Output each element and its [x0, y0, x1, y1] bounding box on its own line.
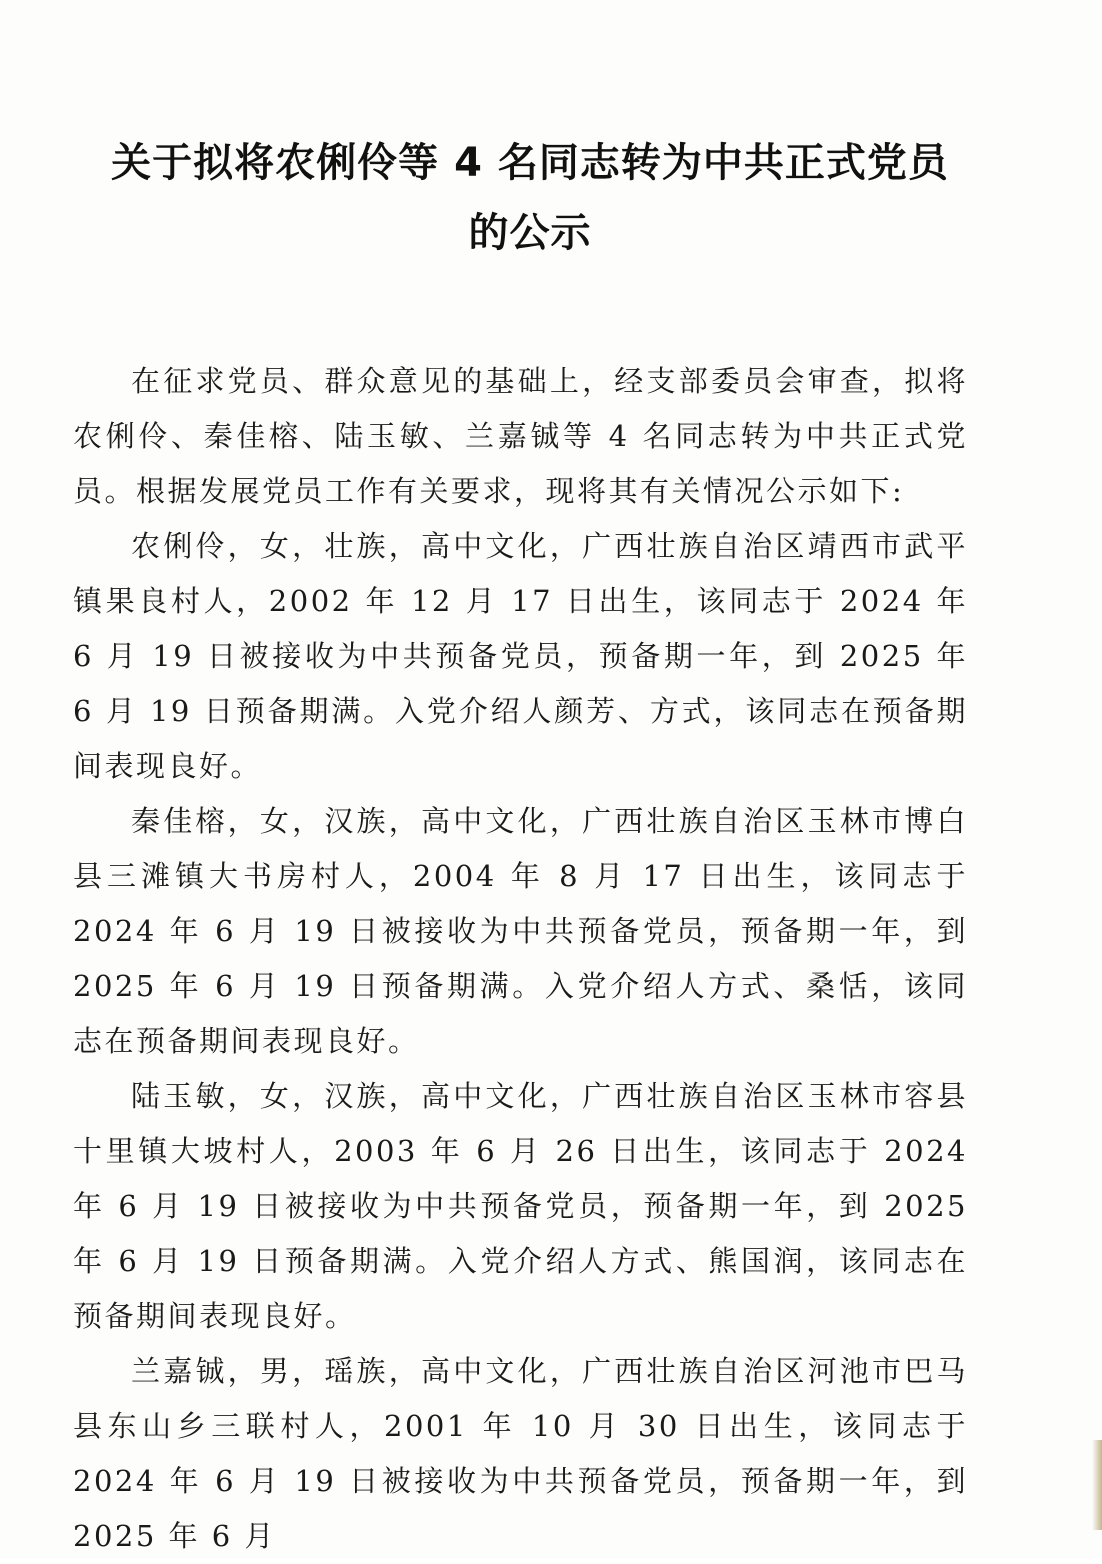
- candidate-paragraph-lan: 兰嘉铖，男，瑶族，高中文化，广西壮族自治区河池市巴马县东山乡三联村人，2001 年 10 月 30 日出生，该同志于 2024 年 6 月 19 日被接收为中共预备党员，预备期一年，到 2025 年 6 月: [73, 1354, 968, 1553]
- candidate-paragraph-lu: 陆玉敏，女，汉族，高中文化，广西壮族自治区玉林市容县十里镇大坡村人，2003 年 6 月 26 日出生，该同志于 2024 年 6 月 19 日被接收为中共预备党员，预备期一年，到 2025 年 6 月 19 日预备期满。入党介绍人方式、熊国润，该同志在预备期间表现良好。: [73, 1079, 968, 1333]
- candidate-paragraph-nong: 农俐伶，女，壮族，高中文化，广西壮族自治区靖西市武平镇果良村人，2002 年 12 月 17 日出生，该同志于 2024 年 6 月 19 日被接收为中共预备党员，预备期一年，到 2025 年 6 月 19 日预备期满。入党介绍人颜芳、方式，该同志在预备期间表现良好。: [73, 529, 968, 783]
- title-line-1: 关于拟将农俐伶等 4 名同志转为中共正式党员: [111, 140, 949, 186]
- intro-paragraph: 在征求党员、群众意见的基础上，经支部委员会审查，拟将农俐伶、秦佳榕、陆玉敏、兰嘉铖等 4 名同志转为中共正式党员。根据发展党员工作有关要求，现将其有关情况公示如下:: [73, 364, 968, 508]
- page-title: [50, 128, 1010, 268]
- scan-edge-shadow: [1092, 1440, 1102, 1530]
- document-body: [73, 354, 968, 1564]
- title-line-2: 的公示: [468, 210, 592, 256]
- candidate-paragraph-qin: 秦佳榕，女，汉族，高中文化，广西壮族自治区玉林市博白县三滩镇大书房村人，2004 年 8 月 17 日出生，该同志于 2024 年 6 月 19 日被接收为中共预备党员，预备期一年，到 2025 年 6 月 19 日预备期满。入党介绍人方式、桑恬，该同志在预备期间表现良好。: [73, 804, 968, 1058]
